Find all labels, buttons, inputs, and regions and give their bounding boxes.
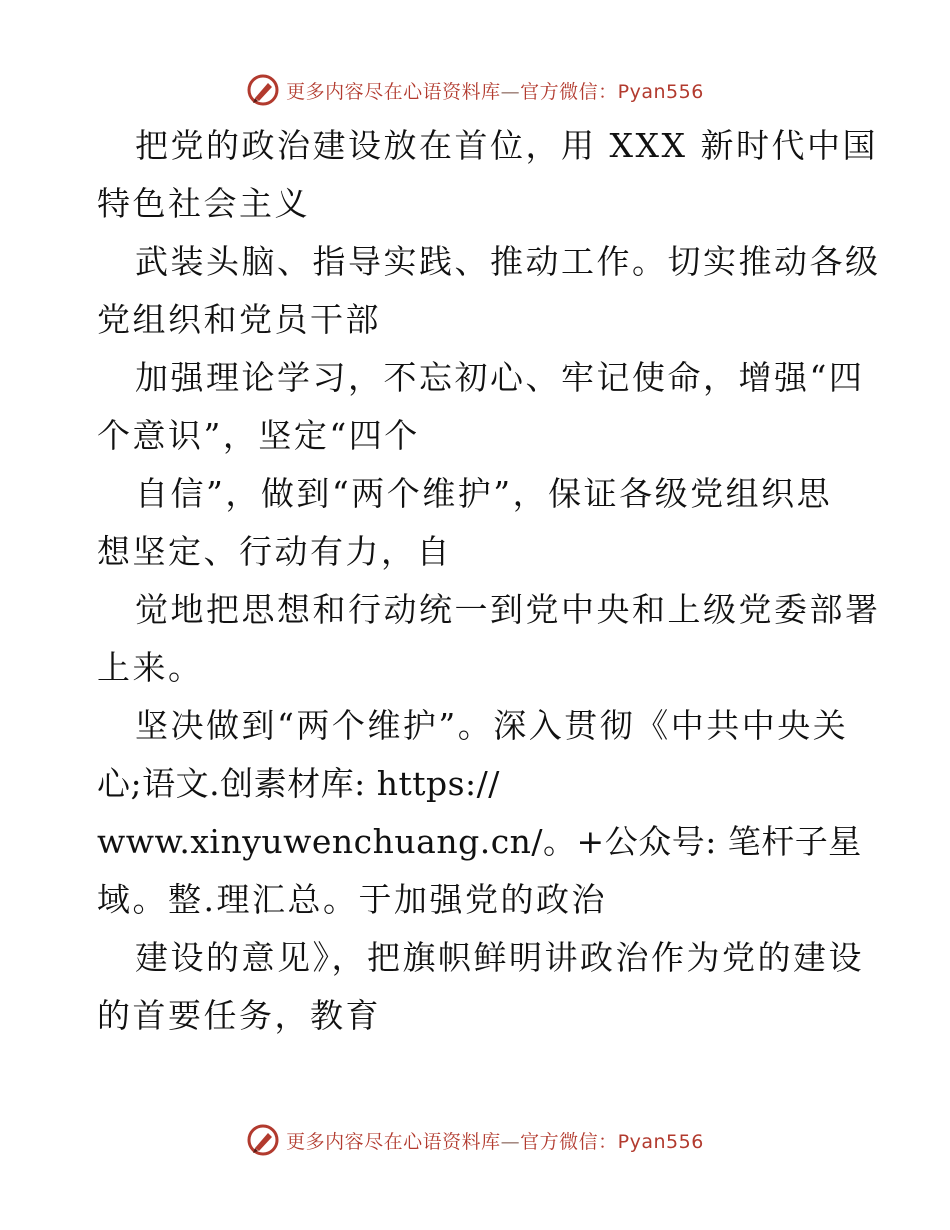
text-line: 特色社会主义 xyxy=(97,184,310,223)
text-line: 上来。 xyxy=(97,648,204,687)
text-line: 觉地把思想和行动统一到党中央和上级党委部署 xyxy=(135,590,881,629)
banner-text: 更多内容尽在心语资料库—官方微信：Pyan556 xyxy=(286,80,704,103)
banner-text: 更多内容尽在心语资料库—官方微信：Pyan556 xyxy=(286,1130,704,1153)
text-line: 建设的意见》，把旗帜鲜明讲政治作为党的建设 xyxy=(135,938,864,977)
pen-logo-icon xyxy=(246,73,280,107)
text-line: 党组织和党员干部 xyxy=(97,300,381,339)
text-line: 域。整.理汇总。于加强党的政治 xyxy=(97,880,607,919)
text-line: www.xinyuwenchuang.cn/。+公众号: 笔杆子星 xyxy=(97,822,862,861)
text-line: 把党的政治建设放在首位，用 XXX 新时代中国 xyxy=(135,126,878,165)
text-line: 自信”，做到“两个维护”，保证各级党组织思 xyxy=(135,474,833,513)
footer-watermark-banner xyxy=(0,1120,950,1160)
pen-logo-icon xyxy=(246,1123,280,1157)
text-line: 个意识”，坚定“四个 xyxy=(97,416,420,455)
text-line: 加强理论学习，不忘初心、牢记使命，增强“四 xyxy=(135,358,865,397)
text-line: 武装头脑、指导实践、推动工作。切实推动各级 xyxy=(135,242,881,281)
text-line: 的首要任务，教育 xyxy=(97,996,381,1035)
text-line: 想坚定、行动有力，自 xyxy=(97,532,452,571)
header-watermark-banner xyxy=(0,70,950,110)
text-line: 心;语文.创素材库: https:// xyxy=(97,764,500,803)
text-line: 坚决做到“两个维护”。深入贯彻《中共中央关 xyxy=(135,706,849,745)
document-body xyxy=(97,117,881,1045)
